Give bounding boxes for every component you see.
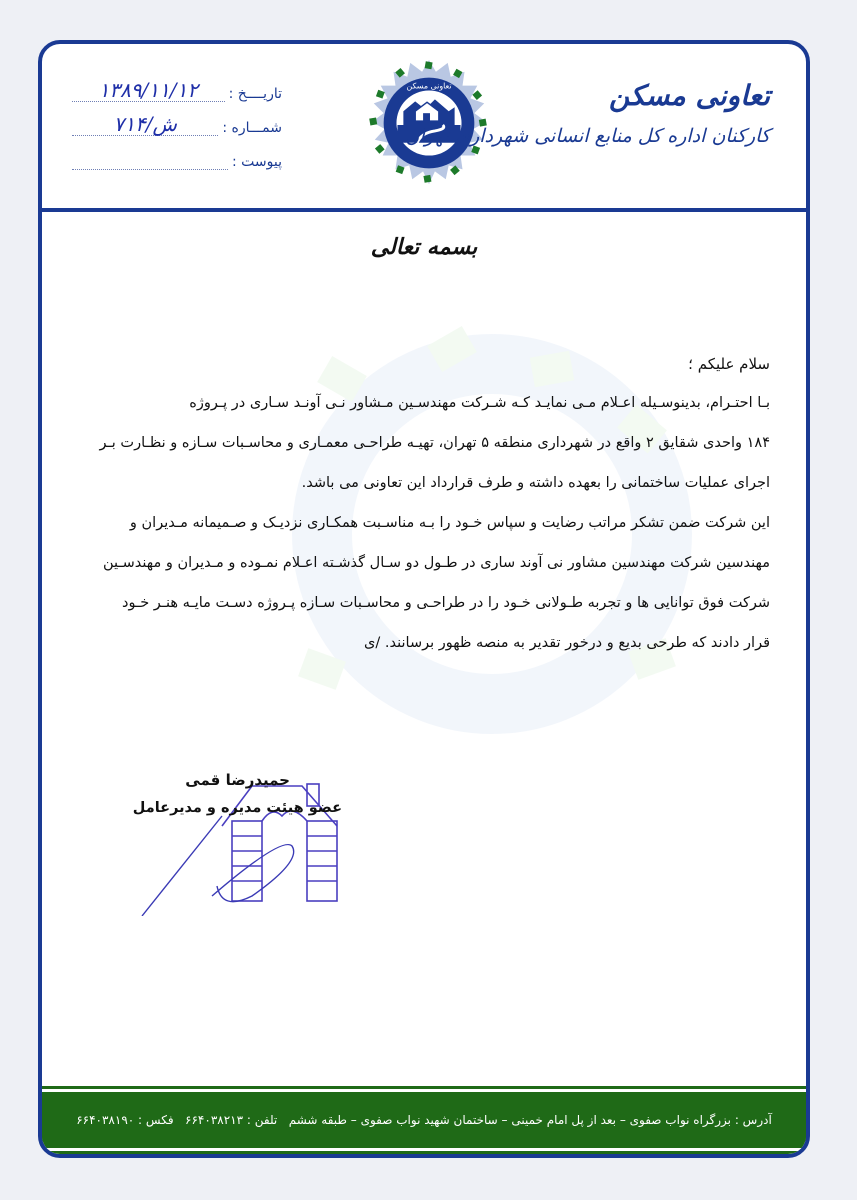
paragraph-1 <box>92 383 770 503</box>
org-title: تعاونی مسکن <box>609 79 770 112</box>
logo-title-text: تعاونی مسکن <box>406 81 452 91</box>
letterhead <box>42 44 806 212</box>
invocation-heading: بسمه تعالی <box>370 234 478 260</box>
date-row <box>72 72 282 102</box>
letter-meta <box>72 72 282 174</box>
fax-label: فکس : <box>138 1113 174 1127</box>
letter-page <box>38 40 810 1158</box>
paragraph-2 <box>92 503 770 663</box>
address-text: آدرس : بزرگراه نواب صفوی – بعد از پل امام خمینی – ساختمان شهید نواب صفوی – طبقه ششم <box>288 1113 772 1127</box>
number-value: ش/۷۱۴ <box>72 113 218 136</box>
paragraph-2-line: قرار دادند که طرحی بدیع و درخور تقدیر به منصه ظهور برسانند. /ی <box>364 635 770 651</box>
org-subtitle: کارکنان اداره کل منابع انسانی شهرداری تهران <box>405 125 770 147</box>
paragraph-2-line: شرکت فوق توانایی ها و تجربه طـولانی خـود را در طراحـی و محاسـبات سـازه پـروژه دسـت مایـه هنـر خـود <box>122 595 770 611</box>
phone-label: تلفن : <box>246 1113 278 1127</box>
signatory-title: عضو هیئت مدیره و مدیرعامل <box>132 800 342 816</box>
signature-scribble <box>142 816 294 916</box>
number-label: شمـــاره : <box>222 120 282 136</box>
paragraph-2-line: این شرکت ضمن تشکر مراتب رضایت و سپاس خـود را بـه مناسـبت همکـاری نزدیـک و صـمیمانه مـدیران و <box>129 515 770 531</box>
paragraph-1-line: ۱۸۴ واحدی شقایق ۲ واقع در شهرداری منطقه ۵ تهران، تهیـه طراحـی معمـاری و محاسـبات سـازه و نظـارت بـر <box>99 435 770 451</box>
organization-name <box>405 74 770 154</box>
footer-address-band <box>42 1089 806 1151</box>
footer-address <box>76 1113 772 1127</box>
date-label: تاریــــخ : <box>228 86 282 102</box>
paragraph-1-line: بـا احتـرام، بدینوسـیله اعـلام مـی نمایـد کـه شـرکت مهندسـین مـشاور نـی آونـد سـاری در پـروژه <box>189 395 770 411</box>
signatory-name: حمیدرضا قمی <box>185 771 290 789</box>
attachment-value <box>72 147 228 170</box>
letter-body <box>92 349 770 663</box>
phone-number: ۶۶۴۰۳۸۲۱۳ <box>185 1113 244 1127</box>
signature-block <box>102 766 342 822</box>
paragraph-2-line: مهندسین شرکت مهندسین مشاور نی آوند ساری در طـول دو سـال گذشـته اعـلام نمـوده و مـدیران و مهندسـین <box>103 555 770 571</box>
greeting: سلام علیکم ؛ <box>688 355 770 373</box>
fax-number: ۶۶۴۰۳۸۱۹۰ <box>76 1113 135 1127</box>
number-row <box>72 106 282 136</box>
attachment-label: پیوست : <box>232 154 282 170</box>
attachment-row <box>72 140 282 170</box>
date-value: ۱۳۸۹/۱۱/۱۲ <box>72 79 225 102</box>
paragraph-1-line: اجرای عملیات ساختمانی را بعهده داشته و طرف قرارداد این تعاونی می باشد. <box>301 475 770 491</box>
